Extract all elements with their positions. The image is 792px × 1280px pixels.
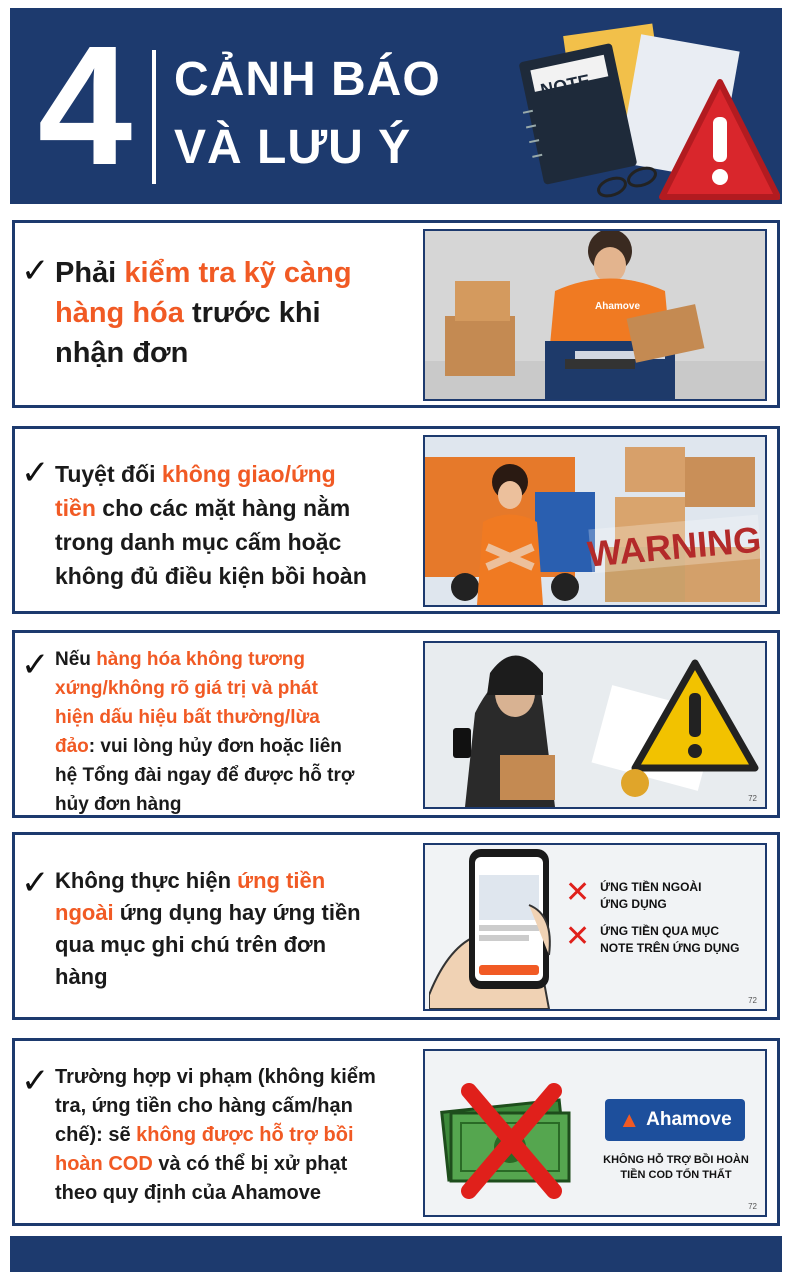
card4-text: Không thực hiện ứng tiền ngoài ứng dụng hay ứng tiền qua mục ghi chú trên đơn hàng: [55, 868, 361, 989]
card3-text: Nếu hàng hóa không tương xứng/không rõ giá trị và phát hiện dấu hiệu bất thường/lừa đảo: vui lòng hủy đơn hoặc liên hệ Tổng đài ngay để được hỗ trợ hủy đơn hàng: [55, 649, 355, 815]
cod-no-support-image: ▲ Ahamove KHÔNG HỖ TRỢ BỒI HOÀN TIỀN COD TỔN THẤT 72: [423, 1049, 767, 1217]
check-icon: ✓: [21, 863, 50, 903]
truck-warning-image: [423, 435, 767, 607]
ahamove-logo-icon: ▲: [618, 1107, 641, 1132]
warning-card-5: [12, 1038, 780, 1226]
check-icon: ✓: [21, 251, 50, 291]
red-x-icon: ✕: [565, 919, 591, 954]
warning-card-1: [12, 220, 780, 408]
svg-text:NOTE: NOTE: [538, 70, 592, 101]
card2-text: Tuyệt đối không giao/ứng tiền cho các mặt hàng nằm trong danh mục cấm hoặc không đủ điều kiện bồi hoàn: [55, 461, 367, 589]
title-line-2: VÀ LƯU Ý: [174, 121, 412, 174]
check-icon: ✓: [21, 1061, 50, 1101]
legend-item-2: ✕ ỨNG TIỀN QUA MỤC NOTE TRÊN ỨNG DỤNG: [565, 919, 740, 955]
legend-item-1: ✕ ỨNG TIỀN NGOÀI ỨNG DỤNG: [565, 875, 702, 911]
warning-stamp: WARNING: [585, 518, 763, 575]
footer-bar: [10, 1236, 782, 1272]
warning-card-2: [12, 426, 780, 614]
ahamove-logo: ▲ Ahamove: [605, 1099, 745, 1141]
card5-text: Trường hợp vi phạm (không kiểm tra, ứng tiền cho hàng cấm/hạn chế): sẽ không được hỗ trợ bồi hoàn COD và có thể bị xử phạt theo quy định của Ahamove: [55, 1066, 376, 1204]
warning-card-4: [12, 832, 780, 1020]
check-icon: ✓: [21, 453, 50, 493]
app-advance-image: ✕ ỨNG TIỀN NGOÀI ỨNG DỤNG ✕ ỨNG TIỀN QUA MỤC NOTE TRÊN ỨNG DỤNG 72: [423, 843, 767, 1011]
svg-text:Ahamove: Ahamove: [595, 301, 641, 312]
check-icon: ✓: [21, 645, 50, 685]
scammer-warning-image: 72: [423, 641, 767, 809]
courier-checking-goods-image: [423, 229, 767, 401]
title-line-1: CẢNH BÁO: [174, 53, 441, 106]
warning-card-3: [12, 630, 780, 818]
section-number: 4: [37, 11, 133, 201]
cod-caption: KHÔNG HỖ TRỢ BỒI HOÀN TIỀN COD TỔN THẤT: [603, 1154, 749, 1181]
card1-text: Phải kiểm tra kỹ càng hàng hóa trước khi nhận đơn: [55, 257, 352, 369]
red-x-icon: ✕: [565, 875, 591, 910]
note-warning-illustration: [510, 22, 780, 202]
header-divider: [152, 50, 156, 184]
header-banner: [10, 8, 782, 204]
coin-icon: [621, 769, 649, 797]
